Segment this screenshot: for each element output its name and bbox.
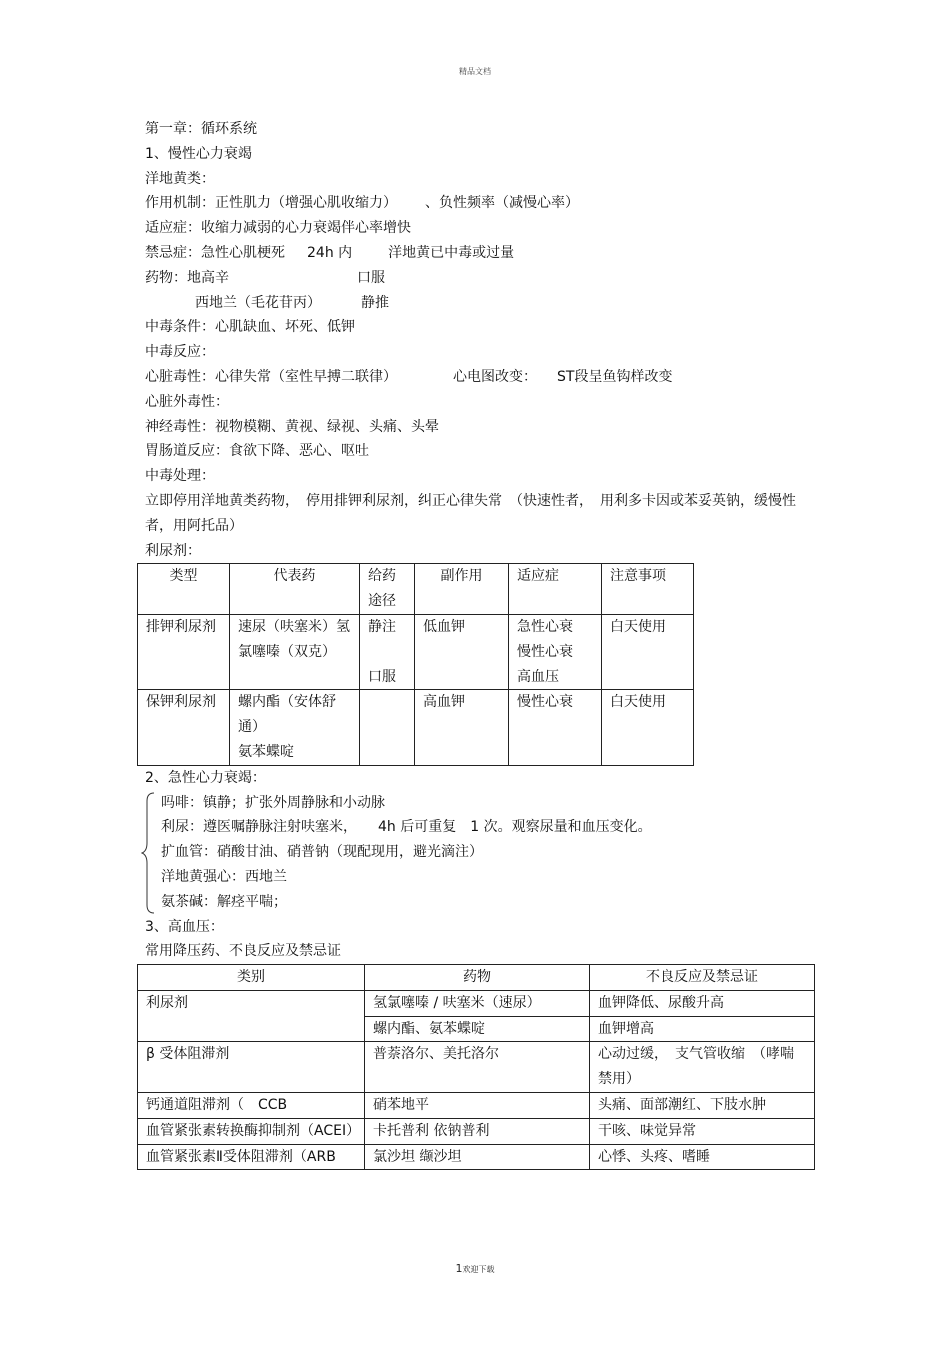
subheading: 利尿剂： xyxy=(145,542,201,559)
page-number: 1 xyxy=(455,1262,463,1275)
table-cell: 硝苯地平 xyxy=(365,1093,590,1119)
table-cell: 血钾降低、尿酸升高 xyxy=(590,990,815,1016)
table-cell: 头痛、面部潮红、下肢水肿 xyxy=(590,1093,815,1119)
table-cell: 白天使用 xyxy=(602,690,694,765)
table-cell: 血管紧张素Ⅱ受体阻滞剂（ARB xyxy=(138,1144,365,1170)
table-header-row xyxy=(138,564,694,615)
table-cell: 速尿（呋塞米）氢氯噻嗪（双克） xyxy=(230,614,360,689)
table-row xyxy=(138,1093,815,1119)
list-item: 扩血管：硝酸甘油、硝普钠（现配现用，避光滴注） xyxy=(161,844,483,861)
table-row xyxy=(138,1144,815,1170)
table-row xyxy=(138,690,694,765)
list-item: 利尿：遵医嘱静脉注射呋塞米， 4h 后可重复 1 次。观察尿量和血压变化。 xyxy=(161,819,652,836)
text-line: 中毒条件：心肌缺血、坏死、低钾 xyxy=(145,319,355,336)
text-line: 神经毒性：视物模糊、黄视、绿视、头痛、头晕 xyxy=(145,418,439,435)
table-header: 药物 xyxy=(365,965,590,991)
table-cell: 排钾利尿剂 xyxy=(138,614,230,689)
table-cell: 卡托普利 依钠普利 xyxy=(365,1118,590,1144)
chapter-title: 第一章：循环系统 xyxy=(145,121,257,137)
table-cell: 利尿剂 xyxy=(138,990,365,1042)
table-cell: 心悸、头疼、嗜睡 xyxy=(590,1144,815,1170)
table-header: 注意事项 xyxy=(602,564,694,615)
table-cell: 干咳、味觉异常 xyxy=(590,1118,815,1144)
section-heading: 1、慢性心力衰竭 xyxy=(145,145,252,162)
table-cell: 普萘洛尔、美托洛尔 xyxy=(365,1042,590,1093)
text-line: 心脏毒性：心律失常（室性早搏二联律） 心电图改变： ST段呈鱼钩样改变 xyxy=(145,368,673,385)
table-cell: β 受体阻滞剂 xyxy=(138,1042,365,1093)
subheading: 心脏外毒性： xyxy=(145,393,229,410)
text-line: 胃肠道反应：食欲下降、恶心、呕吐 xyxy=(145,443,369,460)
paragraph: 立即停用洋地黄类药物， 停用排钾利尿剂，纠正心律失常 （快速性者， 用利多卡因或苯妥英钠，缓慢性者，用阿托品） xyxy=(145,492,796,534)
text-line: 作用机制：正性肌力（增强心肌收缩力） 、负性频率（减慢心率） xyxy=(145,195,579,212)
table-cell: 钙通道阻滞剂（ CCB xyxy=(138,1093,365,1119)
table-cell: 氯沙坦 缬沙坦 xyxy=(365,1144,590,1170)
subheading: 中毒处理： xyxy=(145,468,215,485)
table-header: 副作用 xyxy=(415,564,509,615)
subheading: 洋地黄类： xyxy=(145,170,215,187)
table-cell: 血管紧张素转换酶抑制剂（ACEI） xyxy=(138,1118,365,1144)
page-header: 精品文档 xyxy=(459,67,491,76)
document-body xyxy=(145,117,825,1170)
table-cell xyxy=(360,690,415,765)
subheading: 中毒反应： xyxy=(145,344,215,361)
text-line: 西地兰（毛花苷丙） 静推 xyxy=(195,294,389,311)
table-cell: 低血钾 xyxy=(415,614,509,689)
text-line: 药物：地高辛 口服 xyxy=(145,269,385,286)
table-header: 适应症 xyxy=(509,564,602,615)
table-header: 类型 xyxy=(138,564,230,615)
diuretics-table xyxy=(137,563,694,765)
table-cell: 保钾利尿剂 xyxy=(138,690,230,765)
subheading: 常用降压药、不良反应及禁忌证 xyxy=(145,943,341,960)
table-cell: 急性心衰 慢性心衰 高血压 xyxy=(509,614,602,689)
table-cell: 螺内酯（安体舒通） 氨苯蝶啶 xyxy=(230,690,360,765)
table-header: 类别 xyxy=(138,965,365,991)
table-cell: 血钾增高 xyxy=(590,1016,815,1042)
table-row xyxy=(138,990,815,1016)
table-row xyxy=(138,1118,815,1144)
page-footer xyxy=(0,1262,950,1275)
section-heading: 2、急性心力衰竭： xyxy=(145,769,266,786)
list-item: 洋地黄强心：西地兰 xyxy=(161,868,287,885)
table-cell: 心动过缓， 支气管收缩 （哮喘禁用） xyxy=(590,1042,815,1093)
table-cell: 慢性心衰 xyxy=(509,690,602,765)
text-line: 适应症：收缩力减弱的心力衰竭伴心率增快 xyxy=(145,220,411,237)
footer-text: 欢迎下载 xyxy=(462,1265,495,1274)
brace-icon xyxy=(141,791,159,915)
table-header: 代表药 xyxy=(230,564,360,615)
table-cell: 氢氯噻嗪 / 呋塞米（速尿） xyxy=(365,990,590,1016)
antihypertensive-table xyxy=(137,964,815,1170)
table-cell: 螺内酯、氨苯蝶啶 xyxy=(365,1016,590,1042)
table-header: 不良反应及禁忌证 xyxy=(590,965,815,991)
section-heading: 3、高血压： xyxy=(145,918,224,935)
list-item: 氨茶碱：解痉平喘； xyxy=(161,893,287,910)
acute-treatment-list xyxy=(145,791,825,915)
table-cell: 静注 口服 xyxy=(360,614,415,689)
table-row xyxy=(138,1042,815,1093)
table-cell: 高血钾 xyxy=(415,690,509,765)
text-line: 禁忌症：急性心肌梗死 24h 内 洋地黄已中毒或过量 xyxy=(145,244,515,261)
table-header-row xyxy=(138,965,815,991)
table-row xyxy=(138,614,694,689)
table-cell: 白天使用 xyxy=(602,614,694,689)
table-header: 给药途径 xyxy=(360,564,415,615)
list-item: 吗啡：镇静；扩张外周静脉和小动脉 xyxy=(161,794,385,811)
